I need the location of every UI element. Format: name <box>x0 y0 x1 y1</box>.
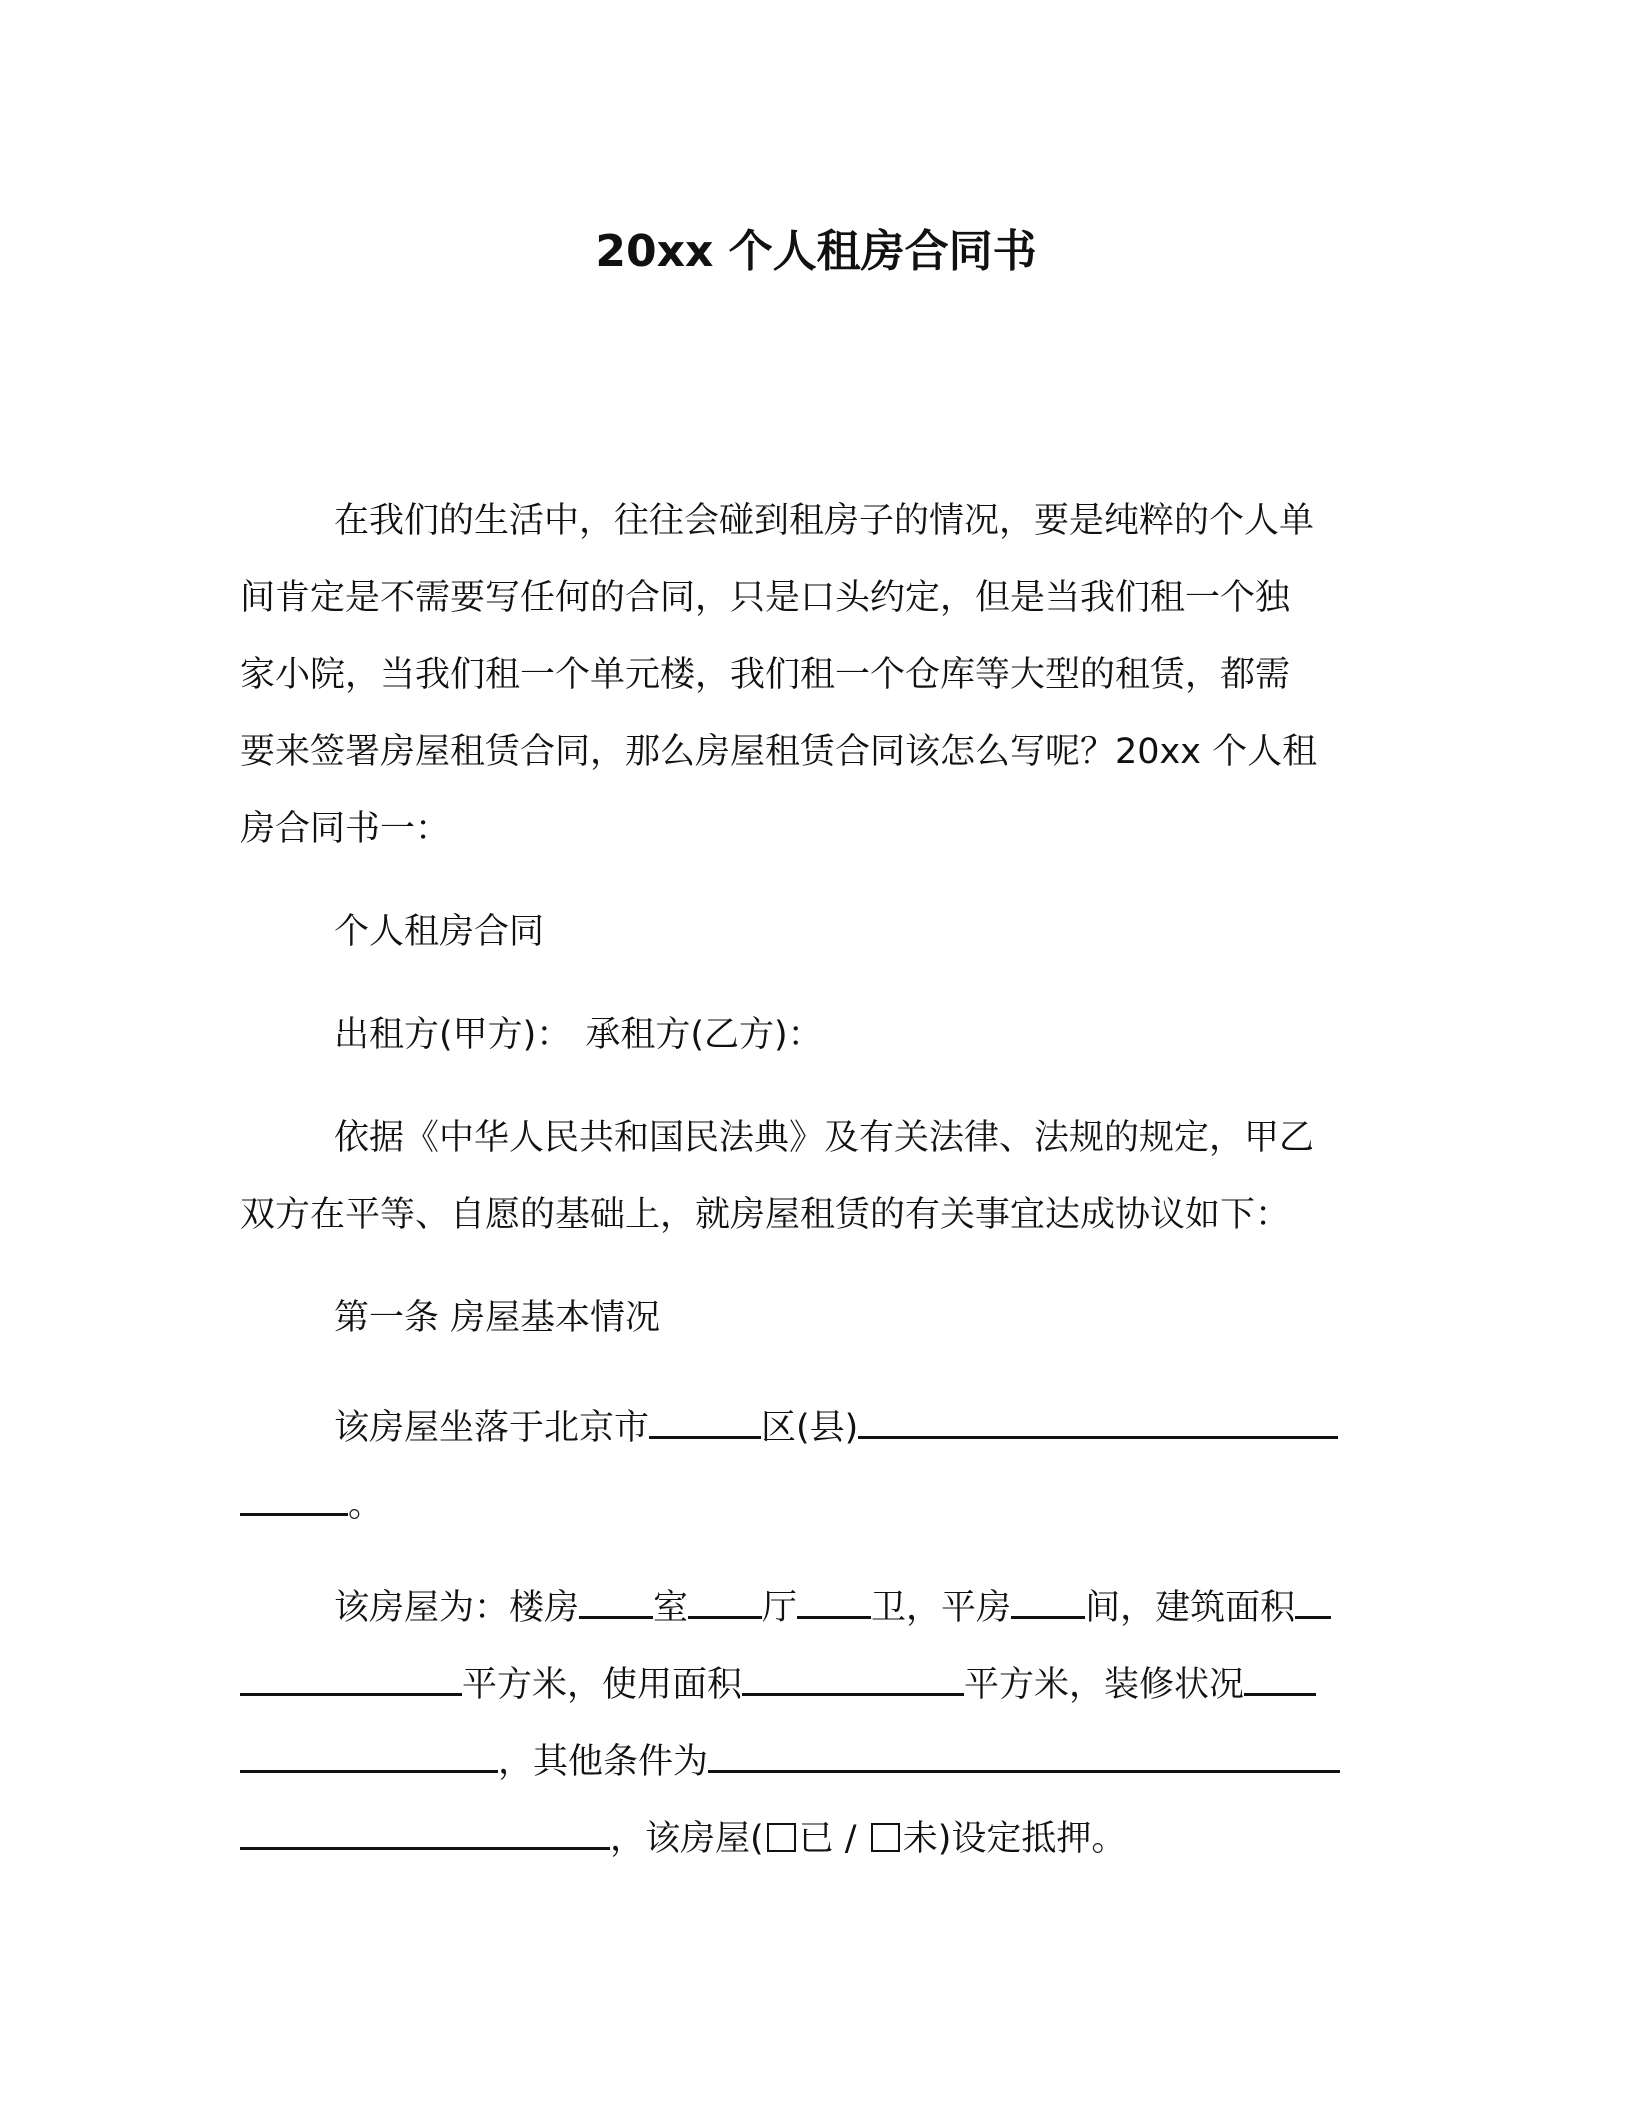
basis-line-2: 双方在平等、自愿的基础上，就房屋租赁的有关事宜达成协议如下： <box>240 1195 1291 1235</box>
mortgage-yes-label: 已 / <box>798 1819 868 1859</box>
location-line <box>334 1396 1338 1453</box>
room-label: 室 <box>653 1588 689 1628</box>
parties-line <box>334 1010 823 1060</box>
document-title: 20xx 个人租房合同书 <box>595 226 1037 277</box>
intro-line-3: 家小院，当我们租一个单元楼，我们租一个仓库等大型的租赁，都需 <box>240 655 1291 695</box>
jian-label: 间，建筑面积 <box>1085 1588 1296 1628</box>
location-end: 。 <box>348 1485 384 1525</box>
address-blank-continued[interactable] <box>240 1473 348 1516</box>
intro-line-4: 要来签署房屋租赁合同，那么房屋租赁合同该怎么写呢？20xx 个人租 <box>240 732 1318 772</box>
other-conditions-blank[interactable] <box>708 1730 1340 1773</box>
basis-line-1: 依据《中华人民共和国民法典》及有关法律、法规的规定，甲乙 <box>334 1118 1315 1158</box>
decoration-blank[interactable] <box>1244 1653 1316 1696</box>
building-area-blank[interactable] <box>1295 1576 1331 1619</box>
district-label: 区(县) <box>761 1408 859 1448</box>
area-unit-label: 平方米，使用面积 <box>462 1665 743 1705</box>
mortgage-no-label: 未)设定抵押。 <box>902 1819 1127 1859</box>
decoration-blank-continued[interactable] <box>240 1730 498 1773</box>
intro-line-1: 在我们的生活中，往往会碰到租房子的情况，要是纯粹的个人单 <box>334 501 1315 541</box>
lessee-label: 承租方(乙方)： <box>585 1015 823 1055</box>
bath-label: 卫，平房 <box>871 1588 1012 1628</box>
mortgage-no-checkbox[interactable] <box>871 1823 900 1852</box>
bath-count-blank[interactable] <box>797 1576 871 1619</box>
other-conditions-blank-continued[interactable] <box>240 1807 610 1850</box>
location-line-2 <box>240 1473 383 1530</box>
desc-prefix: 该房屋为：楼房 <box>334 1588 580 1628</box>
usable-area-blank[interactable] <box>742 1653 964 1696</box>
other-label: ，其他条件为 <box>498 1742 709 1782</box>
bungalow-count-blank[interactable] <box>1011 1576 1085 1619</box>
desc-line-1 <box>334 1576 1331 1633</box>
hall-count-blank[interactable] <box>688 1576 762 1619</box>
area-unit-label-2: 平方米，装修状况 <box>964 1665 1245 1705</box>
lessor-label: 出租方(甲方)： <box>334 1015 572 1055</box>
hall-label: 厅 <box>762 1588 798 1628</box>
desc-line-4 <box>240 1807 1126 1864</box>
intro-line-2: 间肯定是不需要写任何的合同，只是口头约定，但是当我们租一个独 <box>240 578 1291 618</box>
mortgage-prefix: ，该房屋( <box>610 1819 764 1859</box>
intro-line-5: 房合同书一： <box>240 809 451 849</box>
contract-heading: 个人租房合同 <box>334 912 545 952</box>
desc-line-3 <box>240 1730 1340 1787</box>
district-blank[interactable] <box>649 1396 761 1439</box>
mortgage-yes-checkbox[interactable] <box>767 1823 796 1852</box>
building-area-blank-continued[interactable] <box>240 1653 462 1696</box>
article1-heading: 第一条 房屋基本情况 <box>334 1298 661 1338</box>
desc-line-2 <box>240 1653 1316 1710</box>
room-count-blank[interactable] <box>579 1576 653 1619</box>
location-prefix: 该房屋坐落于北京市 <box>334 1408 650 1448</box>
address-blank[interactable] <box>858 1396 1338 1439</box>
